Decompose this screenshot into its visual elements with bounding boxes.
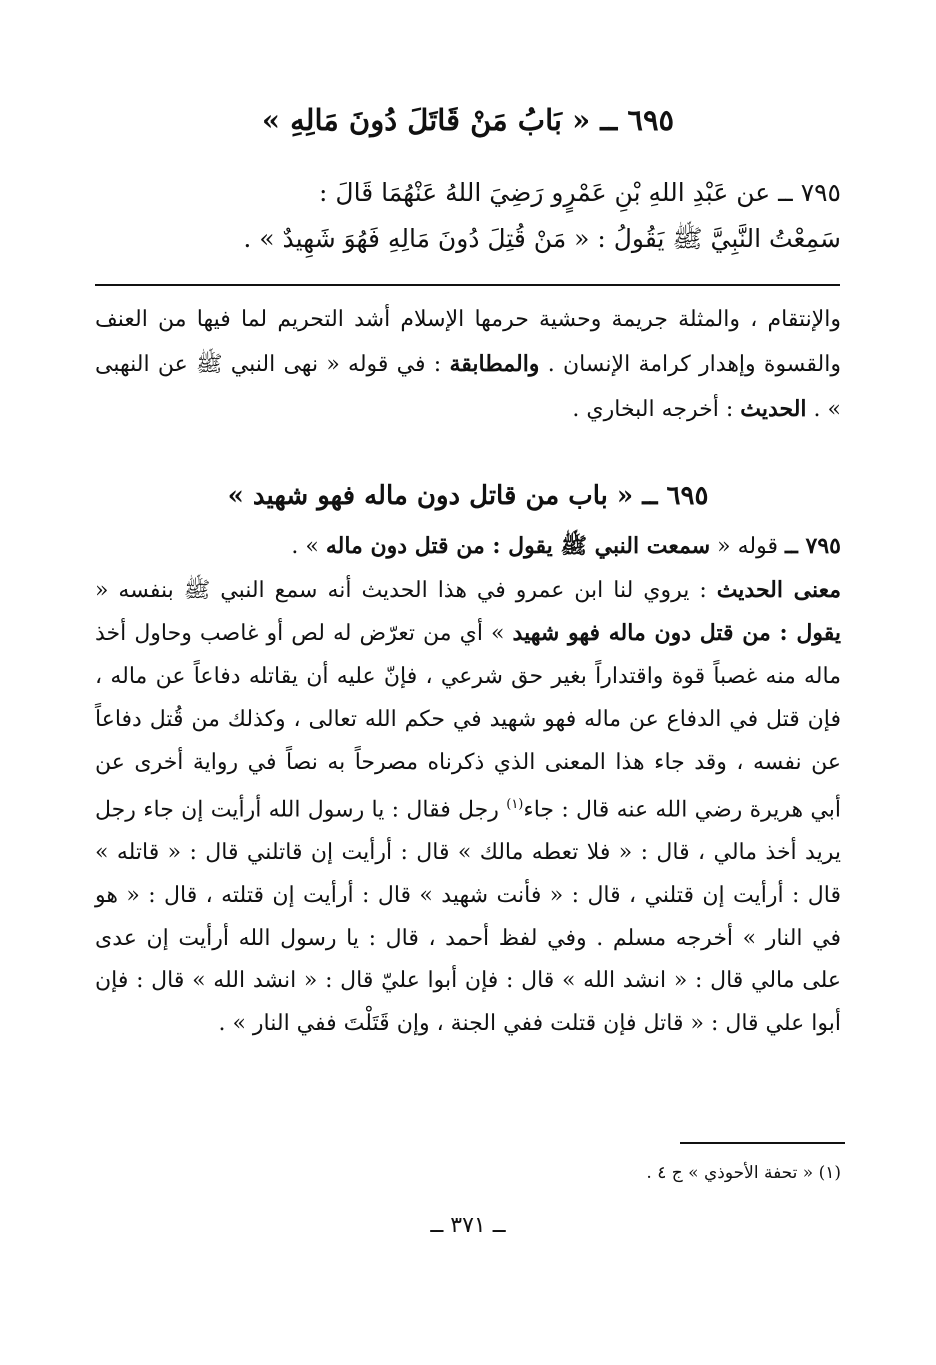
maana-paragraph [95,569,841,1046]
hadith-text [95,170,841,262]
hadith-line-1: ٧٩٥ ــ عن عَبْدِ اللهِ بْنِ عَمْرٍو رَضِيَ اللهُ عَنْهُمَا قَالَ : [319,178,841,207]
sharh-body [95,525,841,1046]
sharh-quote: سمعت النبي ﷺ يقول : من قتل دون ماله [325,533,711,559]
label-hadith: الحديث [740,396,807,422]
sharh-hadith-line [95,525,841,569]
maana-text-3: رجل فقال : يا رسول الله أرأيت إن جاء رجل يريد أخذ مالي ، قال : « فلا تعطه مالك » قال : أرأيت إن قاتلني قال : « قاتله » قال : أرأيت إن قتلني ، قال : « فأنت شهيد » قال : أرأيت إن قتلته ، قال : « هو في النار » أخرجه مسلم . وفي لفظ أحمد ، قال : يا رسول الله أرأيت إن عدى على مالي قال : « انشد الله » قال : فإن أبوا عليّ قال : « انشد الله » قال : فإن أبوا علي قال : « قاتل فإن قتلت ففي الجنة ، وإن قَتَلْتَ ففي النار » . [95,797,841,1037]
hadith-line-2: سَمِعْتُ النَّبِيَّ ﷺ يَقُولُ : « مَنْ قُتِلَ دُونَ مَالِهِ فَهُوَ شَهِيدٌ » . [243,224,841,253]
commentary-text-3: : أخرجه البخاري . [572,397,734,422]
footnote-marker: (١) [506,797,524,813]
maana-text-1: : يروي لنا ابن عمرو في هذا الحديث أنه سمع النبي ﷺ بنفسه « [95,577,707,603]
label-mutabaqa: والمطابقة [449,351,540,377]
maana-quote: يقول : من قتل دون ماله فهو شهيد [512,620,841,647]
label-maana: معنى الحديث [716,576,841,603]
commentary-text-2: : في قوله « نهى النبي ﷺ عن النهبى » . [95,352,841,422]
footnote-separator [680,1142,845,1144]
sharh-title: ٦٩٥ ــ « باب من قاتل دون ماله فهو شهيد » [227,481,709,511]
footnote [95,1158,841,1188]
maana-text-2: » أي من تعرّض له لص أو غاصب وحاول أخذ ماله منه غصباً قوة واقتداراً بغير حق شرعي ، فإنّ عليه أن يقاتله دفاعاً عن ماله ، فإن قتل في الدفاع عن ماله فهو شهيد في حكم الله تعالى ، وكذلك من قُتل دفاعاً عن نفسه ، وقد جاء هذا المعنى الذي ذكرناه مصرحاً به نصاً في رواية أخرى عن أبي هريرة رضي الله عنه قال : جاء [95,621,841,823]
page-number: ــ ٣٧١ ــ [430,1213,506,1238]
footnote-text: (١) « تحفة الأحوذي » ج ٤ . [646,1163,841,1183]
sharh-number: ٧٩٥ ــ [784,533,841,559]
commentary-text-1: والإنتقام ، والمثلة جريمة وحشية حرمها الإسلام أشد التحريم لما فيها من العنف والقسوة وإهدار كرامة الإنسان . [95,307,841,377]
separator-line [95,284,840,286]
commentary-paragraph [95,298,841,432]
sharh-qawluh: قوله « [717,534,778,559]
sharh-quote-end: » . [291,534,319,559]
commentary-block [95,298,841,432]
chapter-title: ٦٩٥ ــ « بَابُ مَنْ قَاتَلَ دُونَ مَالِهِ » [261,103,675,137]
